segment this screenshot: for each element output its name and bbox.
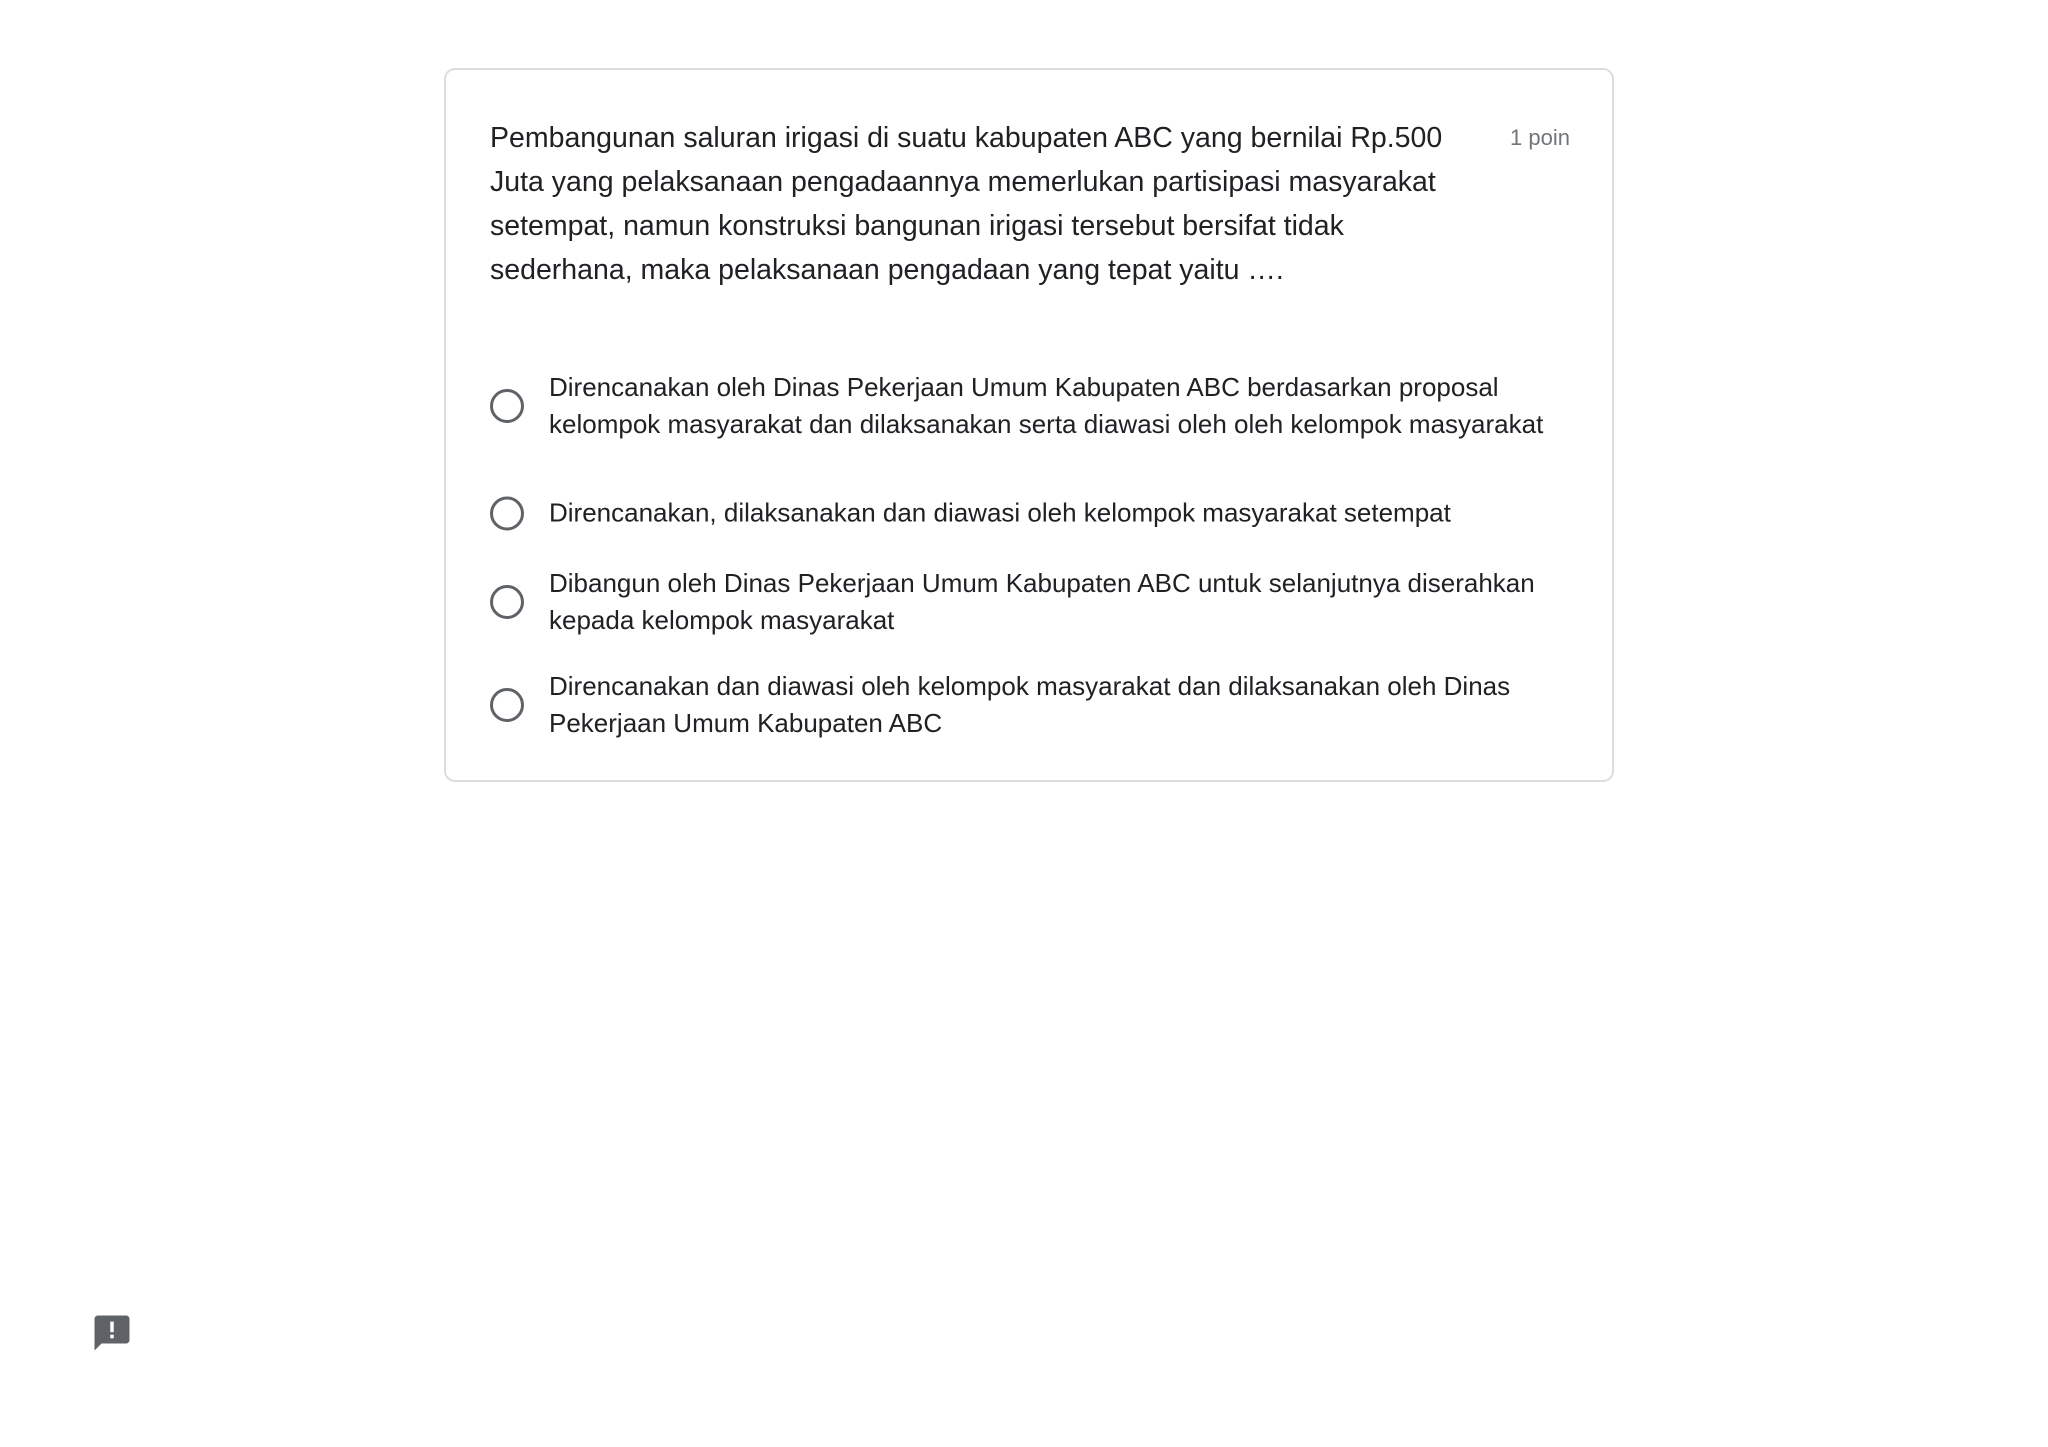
radio-option[interactable] [490, 565, 1580, 639]
question-text: Pembangunan saluran irigasi di suatu kabupaten ABC yang bernilai Rp.500 Juta yang pelaksanaan pengadaannya memerlukan partisipasi masyarakat setempat, namun konstruksi bangunan irigasi tersebut bersifat tidak sederhana, maka pelaksanaan pengadaan yang tepat yaitu …. [490, 122, 1443, 286]
option-label: Direncanakan, dilaksanakan dan diawasi oleh kelompok masyarakat setempat [549, 497, 1451, 528]
radio-button-icon[interactable] [490, 496, 524, 530]
radio-option[interactable] [490, 495, 1580, 532]
radio-option[interactable] [490, 369, 1580, 443]
question-header [490, 116, 1570, 292]
report-feedback-icon[interactable] [91, 1312, 133, 1354]
option-label: Dibangun oleh Dinas Pekerjaan Umum Kabupaten ABC untuk selanjutnya diserahkan kepada kelompok masyarakat [549, 568, 1535, 635]
option-label: Direncanakan dan diawasi oleh kelompok masyarakat dan dilaksanakan oleh Dinas Pekerjaan Umum Kabupaten ABC [549, 671, 1511, 738]
radio-button-icon[interactable] [490, 389, 524, 423]
points-label: 1 poin [1510, 125, 1570, 150]
radio-button-icon[interactable] [490, 585, 524, 619]
question-card [444, 68, 1614, 782]
radio-option[interactable] [490, 668, 1580, 742]
option-label: Direncanakan oleh Dinas Pekerjaan Umum Kabupaten ABC berdasarkan proposal kelompok masyarakat dan dilaksanakan serta diawasi oleh oleh kelompok masyarakat [549, 372, 1544, 439]
radio-button-icon[interactable] [490, 688, 524, 722]
